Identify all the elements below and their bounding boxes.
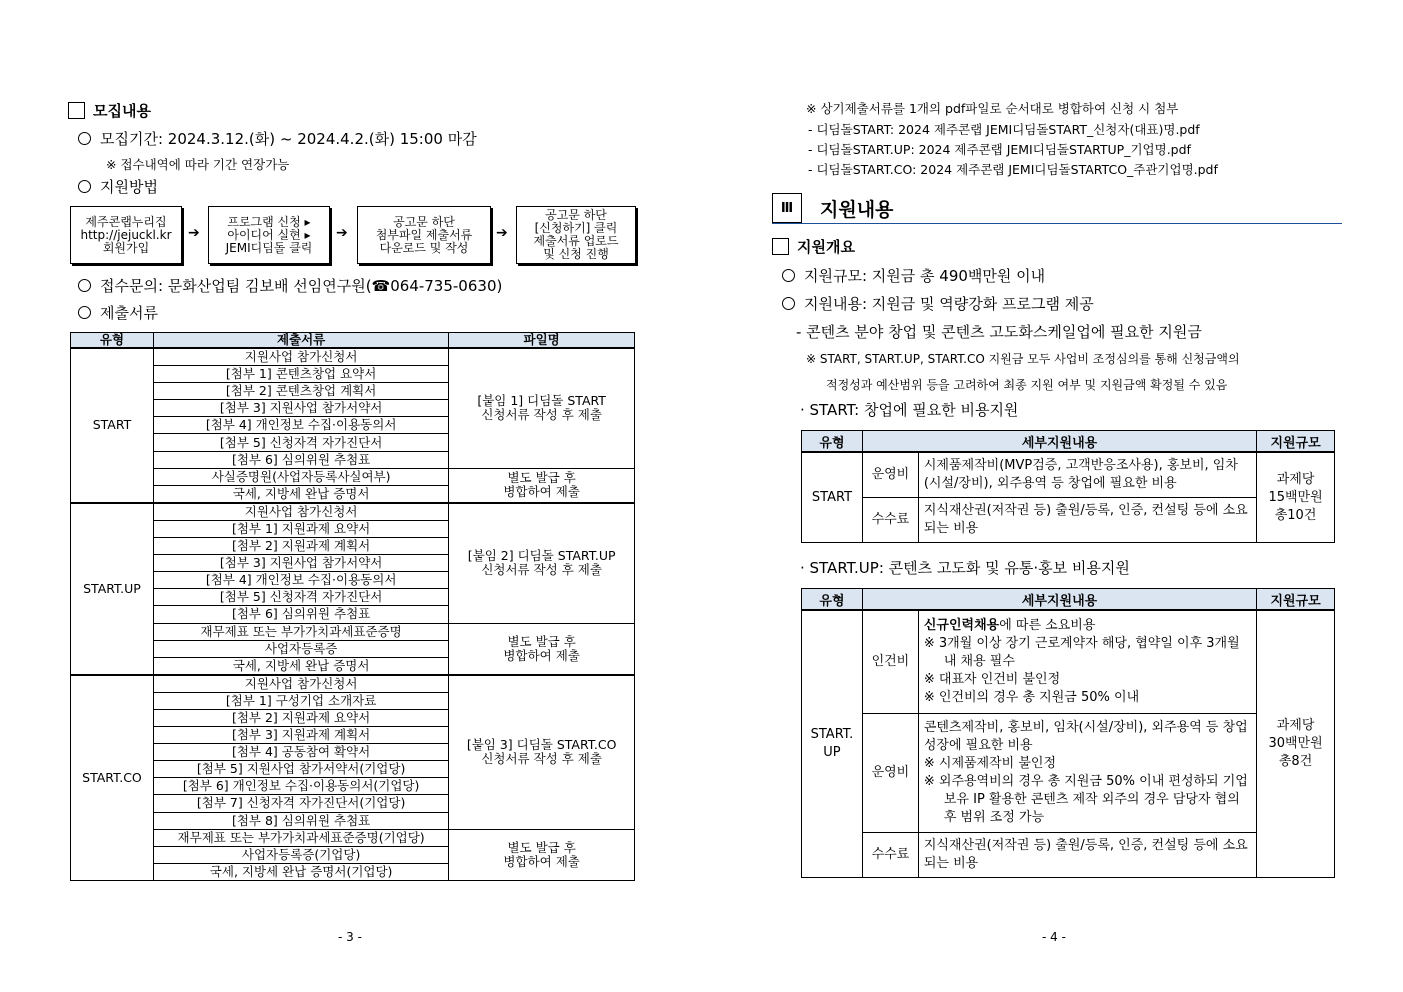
- col-header-docs: 제출서류: [153, 333, 448, 349]
- doc-name-cell: [첨부 6] 심의위원 추첨표: [153, 606, 448, 623]
- table-header-row: [802, 589, 1335, 611]
- doc-name-cell: [첨부 5] 신청자격 자가진단서: [153, 589, 448, 606]
- recruit-period: 모집기간: 2024.3.12.(화) ~ 2024.4.2.(화) 15:00 마감: [78, 128, 477, 149]
- doc-name-cell: [첨부 2] 지원과제 요약서: [153, 709, 448, 726]
- doc-name-cell: [첨부 1] 지원과제 요약서: [153, 520, 448, 537]
- start-fee-category: 수수료: [862, 498, 918, 543]
- support-content: 지원내용: 지원금 및 역량강화 프로그램 제공: [782, 293, 1094, 314]
- recruit-section-title: 모집내용: [68, 100, 151, 121]
- start-scale-cell: 과제당 15백만원 총10건: [1257, 452, 1335, 543]
- startup-fee-desc: 지식재산권(저작권 등) 출원/등록, 인증, 컨설팅 등에 소요되는 비용: [918, 833, 1256, 878]
- ops-desc-text: 콘텐츠제작비, 홍보비, 임차(시설/장비), 외주용역 등 창업성장에 필요한 비용: [923, 720, 1248, 753]
- checkbox-square-icon: [772, 238, 789, 255]
- file-name-cell: [붙임 3] 디딤돌 START.CO 신청서류 작성 후 제출: [449, 675, 635, 829]
- table-row: [71, 829, 635, 846]
- startup-labor-category: 인건비: [862, 610, 918, 714]
- doc-name-cell: [첨부 7] 신청자격 자가진단서(기업당): [153, 795, 448, 812]
- start-support-table: [801, 430, 1335, 543]
- table-row: [71, 468, 635, 485]
- file-name-cell: [붙임 1] 디딤돌 START 신청서류 작성 후 제출: [449, 348, 635, 468]
- doc-name-cell: [첨부 3] 지원사업 참가서약서: [153, 555, 448, 572]
- col-header-detail: 세부지원내용: [862, 431, 1256, 453]
- period-note: ※ 접수내역에 따라 기간 연장가능: [106, 157, 290, 172]
- doc-name-cell: 재무제표 또는 부가가치과세표준증명(기업당): [153, 829, 448, 846]
- doc-name-cell: [첨부 4] 공동참여 확약서: [153, 744, 448, 761]
- doc-name-cell: 지원사업 참가신청서: [153, 503, 448, 521]
- doc-name-cell: 사업자등록증(기업당): [153, 846, 448, 863]
- startup-ops-desc: [918, 714, 1256, 833]
- doc-name-cell: [첨부 6] 개인정보 수집·이용동의서(기업당): [153, 778, 448, 795]
- flow-step-2: 프로그램 신청 ▸ 아이디어 실현 ▸ JEMI디딤돌 클릭: [208, 206, 330, 264]
- table-row: [71, 675, 635, 693]
- startup-labor-desc: [918, 610, 1256, 714]
- submission-docs-body: [71, 348, 635, 880]
- support-scale: 지원규모: 지원금 총 490백만원 이내: [782, 265, 1045, 286]
- labor-note: ※ 인건비의 경우 총 지원금 50% 이내: [923, 690, 1140, 705]
- doc-name-cell: 지원사업 참가신청서: [153, 675, 448, 693]
- file-name-startco: - 디딤돌START.CO: 2024 제주콘랩 JEMI디딤돌STARTCO_주관기업명.pdf: [808, 162, 1218, 177]
- startup-fee-category: 수수료: [862, 833, 918, 878]
- circle-bullet-icon: [78, 306, 91, 319]
- table-row: [802, 714, 1335, 833]
- table-row: [71, 623, 635, 640]
- file-name-cell: 별도 발급 후 병합하여 제출: [449, 468, 635, 503]
- file-name-cell: 별도 발급 후 병합하여 제출: [449, 623, 635, 675]
- doc-name-cell: [첨부 8] 심의위원 추첨표: [153, 812, 448, 829]
- startup-support-label: · START.UP: 콘텐츠 고도화 및 유통·홍보 비용지원: [800, 559, 1130, 577]
- doc-name-cell: 지원사업 참가신청서: [153, 348, 448, 366]
- doc-name-cell: 재무제표 또는 부가가치과세표준증명: [153, 623, 448, 640]
- file-name-cell: 별도 발급 후 병합하여 제출: [449, 829, 635, 880]
- circle-bullet-icon: [782, 269, 795, 282]
- col-header-type: 유형: [802, 589, 863, 611]
- ops-note: ※ 시제품제작비 불인정: [923, 756, 1057, 771]
- circle-bullet-icon: [78, 132, 91, 145]
- page-number-left: - 3 -: [338, 930, 362, 944]
- start-ops-category: 운영비: [862, 452, 918, 498]
- flow-arrow-icon: ➔: [188, 225, 200, 241]
- doc-name-cell: [첨부 1] 콘텐츠창업 요약서: [153, 366, 448, 383]
- flow-arrow-icon: ➔: [336, 225, 348, 241]
- support-note-2: 적정성과 예산범위 등을 고려하여 최종 지원 여부 및 지원금액 확정될 수 있음: [826, 378, 1228, 392]
- chapter-heading: [772, 193, 893, 223]
- page-number-right: - 4 -: [1042, 930, 1066, 944]
- col-header-type: 유형: [802, 431, 863, 453]
- chapter-underline: [772, 223, 1342, 224]
- table-row: [71, 503, 635, 521]
- table-row: [71, 348, 635, 366]
- doc-name-cell: 사실증명원(사업자등록사실여부): [153, 468, 448, 485]
- circle-bullet-icon: [78, 180, 91, 193]
- overview-section-title: 지원개요: [772, 236, 855, 257]
- start-fee-desc: 지식재산권(저작권 등) 출원/등록, 인증, 컨설팅 등에 소요되는 비용: [918, 498, 1256, 543]
- submission-docs-label: 제출서류: [78, 302, 158, 323]
- ops-note: ※ 외주용역비의 경우 총 지원금 50% 이내 편성하되 기업 보유 IP 활용한 콘텐츠 제작 외주의 경우 담당자 협의 후 범위 조정 가능: [923, 774, 1248, 825]
- startup-scale-cell: 과제당 30백만원 총8건: [1257, 610, 1335, 878]
- doc-name-cell: [첨부 5] 지원사업 참가서약서(기업당): [153, 761, 448, 778]
- table-row: [802, 833, 1335, 878]
- flow-step-3: 공고문 하단 첨부파일 제출서류 다운로드 및 작성: [357, 206, 491, 264]
- start-ops-desc: 시제품제작비(MVP검증, 고객반응조사용), 홍보비, 임차(시설/장비), 외주용역 등 창업에 필요한 비용: [918, 452, 1256, 498]
- table-header-row: [71, 333, 635, 349]
- table-header-row: [802, 431, 1335, 453]
- col-header-filename: 파일명: [449, 333, 635, 349]
- doc-name-cell: 국세, 지방세 완납 증명서(기업당): [153, 863, 448, 880]
- doc-name-cell: [첨부 3] 지원과제 계획서: [153, 727, 448, 744]
- start-support-label: · START: 창업에 필요한 비용지원: [800, 401, 1019, 419]
- table-row: [802, 498, 1335, 543]
- labor-note: ※ 대표자 인건비 불인정: [923, 672, 1061, 687]
- doc-name-cell: [첨부 4] 개인정보 수집·이용동의서: [153, 572, 448, 589]
- doc-name-cell: 국세, 지방세 완납 증명서: [153, 657, 448, 675]
- doc-name-cell: 국세, 지방세 완납 증명서: [153, 485, 448, 503]
- doc-name-cell: [첨부 6] 심의위원 추첨표: [153, 451, 448, 468]
- doc-name-cell: [첨부 5] 신청자격 자가진단서: [153, 434, 448, 451]
- col-header-scale: 지원규모: [1257, 589, 1335, 611]
- support-content-sub: - 콘텐츠 분야 창업 및 콘텐츠 고도화스케일업에 필요한 지원금: [796, 323, 1202, 341]
- col-header-type: 유형: [71, 333, 154, 349]
- col-header-scale: 지원규모: [1257, 431, 1335, 453]
- startup-type-cell: START. UP: [802, 610, 863, 878]
- circle-bullet-icon: [782, 297, 795, 310]
- labor-bold-text: 신규인력채용: [923, 618, 1000, 633]
- flow-step-1: 제주콘랩누리집 http://jejuckl.kr 회원가입: [70, 206, 182, 264]
- labor-note: ※ 3개월 이상 장기 근로계약자 해당, 협약일 이후 3개월 내 채용 필수: [923, 636, 1240, 669]
- doc-name-cell: [첨부 2] 지원과제 계획서: [153, 538, 448, 555]
- doc-type-cell: START.CO: [71, 675, 154, 881]
- file-name-start: - 디딤돌START: 2024 제주콘랩 JEMI디딤돌START_신청자(대표)명.pdf: [808, 122, 1200, 137]
- col-header-detail: 세부지원내용: [862, 589, 1256, 611]
- file-name-cell: [붙임 2] 디딤돌 START.UP 신청서류 작성 후 제출: [449, 503, 635, 623]
- flow-step-4: 공고문 하단 [신청하기] 클릭 제출서류 업로드 및 신청 진행: [516, 206, 636, 264]
- startup-ops-category: 운영비: [862, 714, 918, 833]
- contact-info: 접수문의: 문화산업팀 김보배 선임연구원(☎064-735-0630): [78, 275, 502, 296]
- doc-name-cell: [첨부 2] 콘텐츠창업 계획서: [153, 383, 448, 400]
- checkbox-square-icon: [68, 102, 85, 119]
- doc-name-cell: [첨부 4] 개인정보 수집·이용동의서: [153, 417, 448, 434]
- doc-type-cell: START: [71, 348, 154, 503]
- table-row: [802, 452, 1335, 498]
- doc-type-cell: START.UP: [71, 503, 154, 675]
- startup-support-table: [801, 588, 1335, 878]
- flow-arrow-icon: ➔: [496, 225, 508, 241]
- doc-name-cell: 사업자등록증: [153, 640, 448, 657]
- start-type-cell: START: [802, 452, 863, 543]
- table-row: [802, 610, 1335, 714]
- doc-name-cell: [첨부 1] 구성기업 소개자료: [153, 692, 448, 709]
- circle-bullet-icon: [78, 279, 91, 292]
- support-method: 지원방법: [78, 176, 158, 197]
- merge-note: ※ 상기제출서류를 1개의 pdf파일로 순서대로 병합하여 신청 시 첨부: [806, 101, 1179, 116]
- doc-name-cell: [첨부 3] 지원사업 참가서약서: [153, 400, 448, 417]
- file-name-startup: - 디딤돌START.UP: 2024 제주콘랩 JEMI디딤돌STARTUP_기업명.pdf: [808, 142, 1191, 157]
- chapter-number: Ⅲ: [772, 193, 802, 223]
- support-note-1: ※ START, START.UP, START.CO 지원금 모두 사업비 조정심의를 통해 신청금액의: [806, 352, 1240, 366]
- chapter-title: 지원내용: [820, 198, 894, 221]
- labor-desc-text: 에 따른 소요비용: [999, 618, 1096, 633]
- submission-docs-table: [70, 332, 635, 881]
